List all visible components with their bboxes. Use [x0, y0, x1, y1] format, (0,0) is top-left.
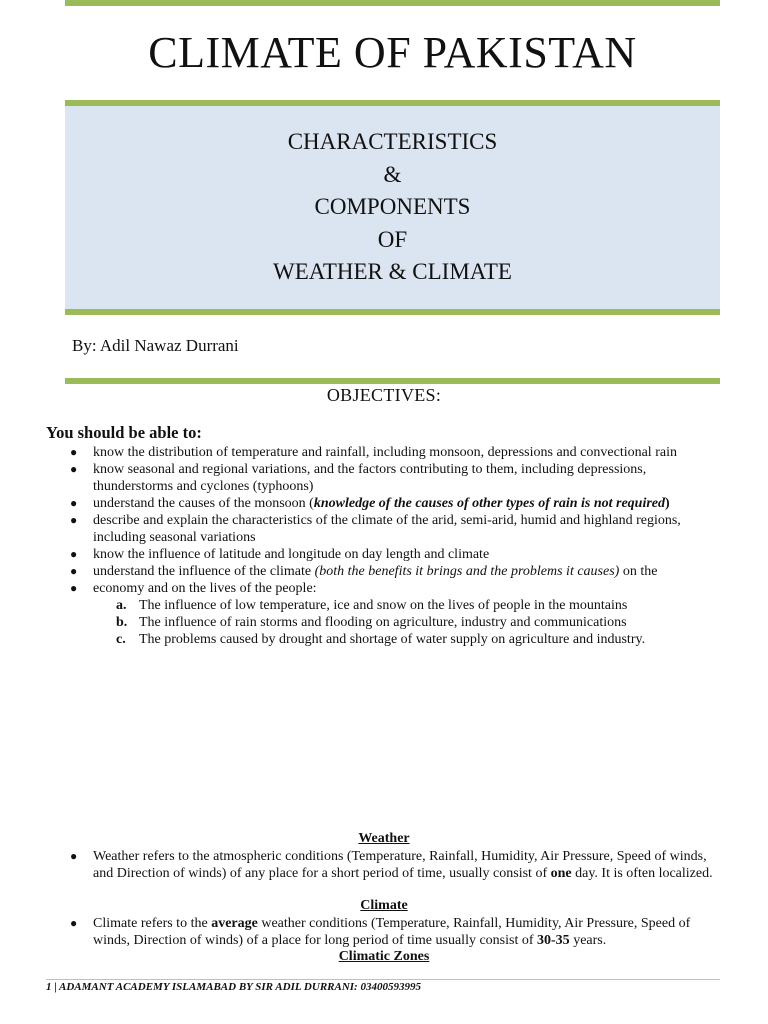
bullet-icon: ●: [70, 445, 78, 459]
bullet-icon: ●: [70, 547, 78, 561]
document-title: CLIMATE OF PAKISTAN: [148, 28, 637, 77]
sub-objective-item: b. The influence of rain storms and flooding on agriculture, industry and communications: [116, 615, 627, 630]
climate-heading: Climate: [360, 898, 408, 913]
climate-list: [0, 915, 768, 949]
sub-objective-item: c. The problems caused by drought and shortage of water supply on agriculture and industry.: [116, 632, 646, 647]
author-rule: [65, 378, 720, 384]
author-line: By: Adil Nawaz Durrani: [72, 336, 239, 355]
objectives-heading: OBJECTIVES:: [326, 385, 442, 405]
objective-emphasis: knowledge of the causes of other types of rain is not required: [313, 496, 666, 511]
objective-item: ● economy and on the lives of the people:: [70, 581, 317, 596]
climate-definition: ● Climate refers to the average weather conditions (Temperature, Rainfall, Humidity, Air Pressure, Speed of winds, Direction of winds) of a place for long period of time usually consist of 30-35 years.: [70, 916, 691, 948]
bullet-icon: ●: [70, 564, 78, 578]
subtitle-line: CHARACTERISTICS: [287, 129, 498, 154]
objective-item: ● describe and explain the characteristics of the climate of the arid, semi-arid, humid and highland regions, including seasonal variations: [70, 513, 681, 545]
weather-heading: Weather: [358, 831, 410, 846]
objectives-intro: You should be able to:: [46, 423, 202, 442]
page-footer: 1 | ADAMANT ACADEMY ISLAMABAD BY SIR ADIL DURRANI: 03400593995: [46, 981, 421, 993]
subtitle-line: OF: [377, 226, 408, 252]
climatic-zones-heading: Climatic Zones: [338, 949, 430, 964]
footer-divider: [46, 979, 720, 980]
subtitle-rule: [65, 309, 720, 315]
weather-definition: ● Weather refers to the atmospheric conditions (Temperature, Rainfall, Humidity, Air Pressure, Speed of winds, and Direction of winds) of any place for a short period of time, usually consist of one day. It is often localized.: [70, 849, 713, 881]
objective-item: ● know the influence of latitude and longitude on day length and climate: [70, 547, 490, 562]
objective-item: ● know seasonal and regional variations, and the factors contributing to them, including depressions, thunderstorms and cyclones (typhoons): [70, 462, 647, 494]
weather-list: [0, 848, 768, 882]
sub-objective-item: a. The influence of low temperature, ice and snow on the lives of people in the mountains: [116, 598, 628, 613]
bullet-icon: ●: [70, 513, 78, 527]
bullet-icon: ●: [70, 496, 78, 510]
top-rule: [65, 0, 720, 6]
subtitle-line: WEATHER & CLIMATE: [273, 259, 512, 284]
bullet-icon: ●: [70, 849, 78, 863]
objective-item: ● know the distribution of temperature and rainfall, including monsoon, depressions and convectional rain: [70, 445, 677, 460]
sub-objectives-list: [0, 597, 768, 648]
bullet-icon: ●: [70, 581, 78, 595]
subtitle-line: COMPONENTS: [314, 194, 471, 219]
objective-item: ● understand the influence of the climate (both the benefits it brings and the problems it causes) on the: [70, 564, 658, 579]
subtitle-line: &: [383, 161, 402, 187]
bullet-icon: ●: [70, 916, 78, 930]
objectives-list: [0, 444, 768, 648]
objective-item: ● understand the causes of the monsoon (knowledge of the causes of other types of rain is not required): [70, 496, 670, 511]
subtitle-box: [65, 106, 720, 309]
bullet-icon: ●: [70, 462, 78, 476]
objective-emphasis: (both the benefits it brings and the problems it causes): [314, 564, 620, 579]
